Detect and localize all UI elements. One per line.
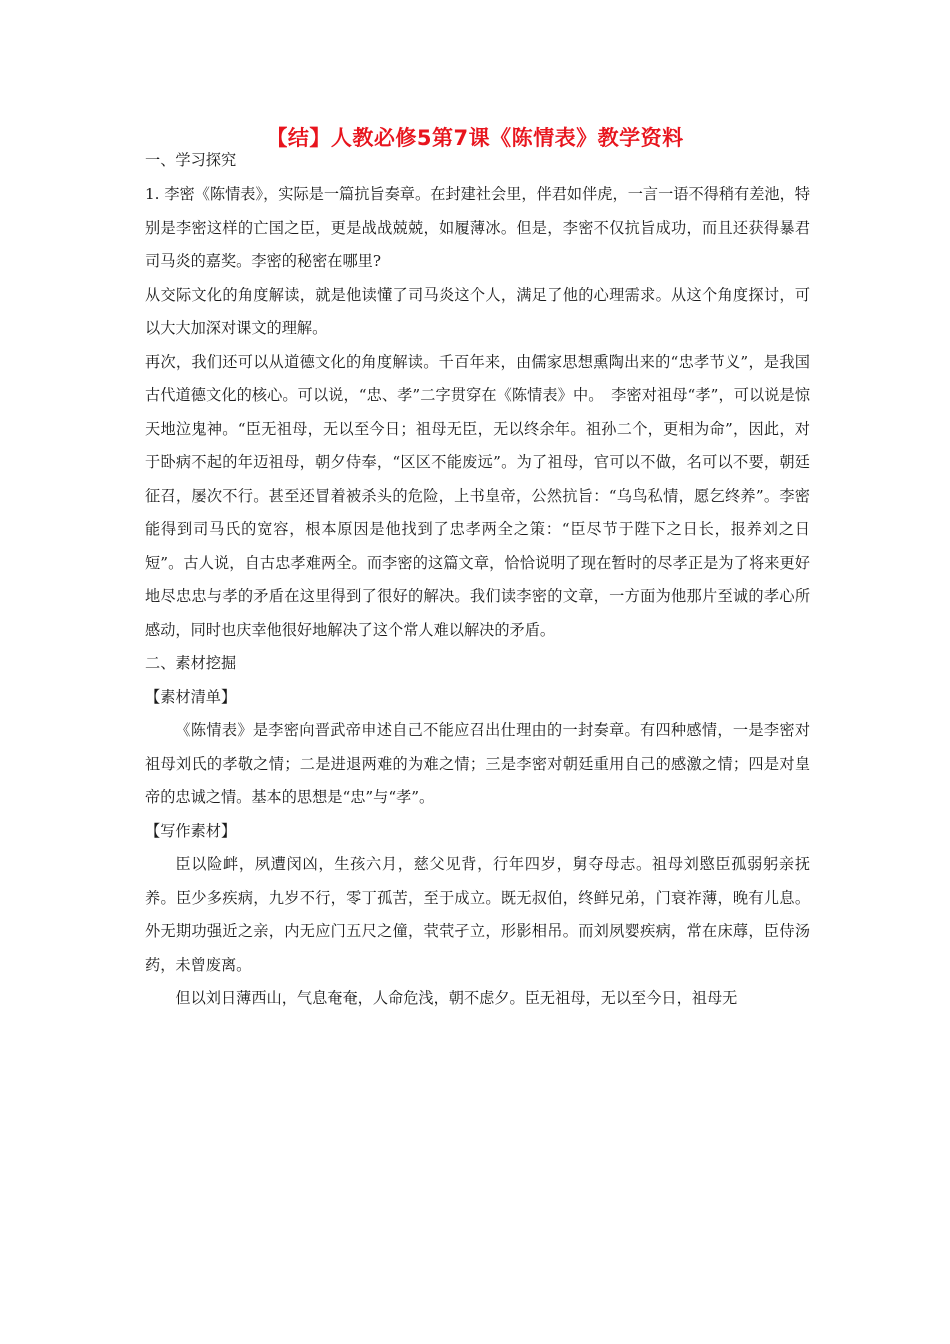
writing-paragraph: 但以刘日薄西山，气息奄奄，人命危浅，朝不虑夕。臣无祖母，无以至今日，祖母无 <box>175 989 738 1007</box>
document-title: 【结】人教必修5第7课《陈情表》教学资料 <box>266 126 684 150</box>
writing-material-label: 【写作素材】 <box>145 821 237 840</box>
section-heading-material: 二、素材挖掘 <box>145 654 237 672</box>
writing-paragraph: 臣以险衅，夙遭闵凶，生孩六月，慈父见背，行年四岁，舅夺母志。祖母刘愍臣孤弱躬亲抚养。臣少多疾病，九岁不行，零丁孤苦，至于成立。既无叔伯，终鲜兄弟，门衰祚薄，晚有儿息。外无期功强近之亲，内无应门五尺之僮，茕茕孑立，形影相吊。而刘夙婴疾病，常在床蓐，臣侍汤药，未曾废离。 <box>145 855 810 974</box>
paragraph-morality: 再次，我们还可以从道德文化的角度解读。千百年来，由儒家思想熏陶出来的“忠孝节义”，是我国古代道德文化的核心。可以说，“忠、孝”二字贯穿在《陈情表》中。 李密对祖母“孝”，可以说是惊天地泣鬼神。“臣无祖母，无以至今日；祖母无臣，无以终余年。祖孙二个，更相为命”，因此，对于卧病不起的年迈祖母，朝夕侍奉，“区区不能废远”。为了祖母，官可以不做，名可以不要，朝廷征召，屡次不行。甚至还冒着被杀头的危险，上书皇帝，公然抗旨：“乌鸟私情，愿乞终养”。李密能得到司马氏的宽容，根本原因是他找到了忠孝两全之策：“臣尽节于陛下之日长，报养刘之日短”。古人说，自古忠孝难两全。而李密的这篇文章，恰恰说明了现在暂时的尽孝正是为了将来更好地尽忠忠与孝的矛盾在这里得到了很好的解决。我们读李密的文章，一方面为他那片至诚的孝心所感动，同时也庆幸他很好地解决了这个常人难以解决的矛盾。 <box>145 352 810 639</box>
material-list-text: 《陈情表》是李密向晋武帝申述自己不能应召出仕理由的一封奏章。有四种感情，一是李密对祖母刘氏的孝敬之情；二是进退两难的为难之情；三是李密对朝廷重用自己的感激之情；四是对皇帝的忠诚之情。基本的思想是“忠”与“孝”。 <box>145 721 810 806</box>
paragraph-intro: 1. 李密《陈情表》，实际是一篇抗旨奏章。在封建社会里，伴君如伴虎，一言一语不得稍有差池，特别是李密这样的亡国之臣，更是战战兢兢，如履薄冰。但是，李密不仅抗旨成功，而且还获得暴君司马炎的嘉奖。李密的秘密在哪里? <box>145 185 810 270</box>
material-list-label: 【素材清单】 <box>145 687 237 706</box>
document-body <box>145 150 810 1016</box>
section-heading-study: 一、学习探究 <box>145 151 237 169</box>
paragraph-communication: 从交际文化的角度解读，就是他读懂了司马炎这个人，满足了他的心理需求。从这个角度探讨，可以大大加深对课文的理解。 <box>145 285 810 337</box>
